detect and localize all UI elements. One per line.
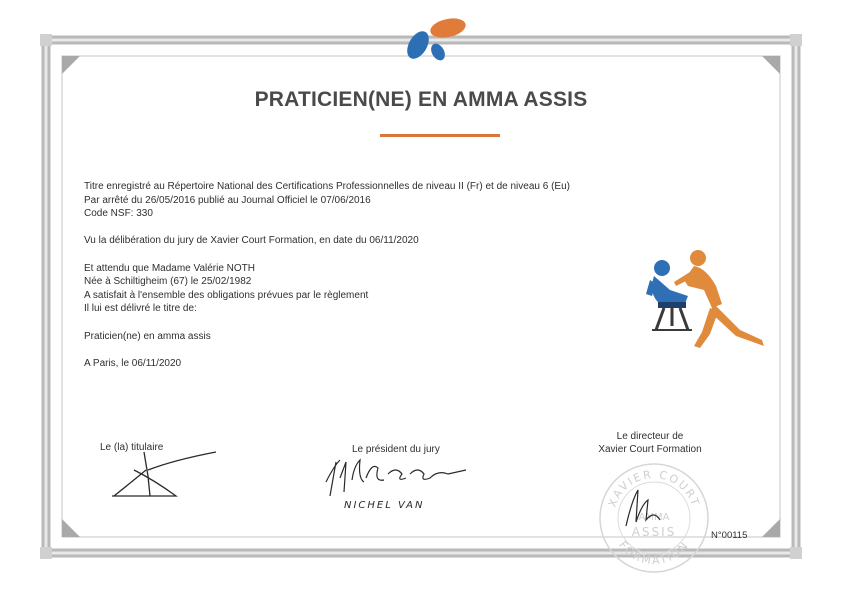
nsf-code: Code NSF: 330 <box>84 208 153 220</box>
birth-line: Née à Schiltigheim (67) le 25/02/1982 <box>84 276 252 288</box>
president-signature-label: Le président du jury <box>352 444 440 455</box>
svg-text:FORMATION <box>616 539 692 568</box>
brand-logo <box>396 14 472 64</box>
massage-illustration <box>644 246 774 356</box>
stamp-lower-text: ASSIS <box>631 525 677 539</box>
holder-line: Et attendu que Madame Valérie NOTH <box>84 262 256 274</box>
certificate-body <box>84 180 644 370</box>
director-stamp <box>596 460 712 576</box>
holder-signature-label: Le (la) titulaire <box>100 442 164 453</box>
certificate-title: PRATICIEN(NE) EN AMMA ASSIS <box>254 88 588 111</box>
director-label-line1: Le directeur de <box>616 431 684 442</box>
jury-line: Vu la délibération du jury de Xavier Court Formation, en date du 06/11/2020 <box>84 235 419 247</box>
svg-text:XAVIER COURT <box>606 468 703 509</box>
president-signature <box>320 452 480 514</box>
stamp-middle-text: AMMA <box>638 512 670 523</box>
stamp-top-text: XAVIER COURT <box>605 467 703 509</box>
title-underline <box>380 134 500 137</box>
holder-signature <box>104 450 224 506</box>
president-handwritten-name: NICHEL VAN <box>344 500 425 511</box>
decree-line: Par arrêté du 26/05/2016 publié au Journal Officiel le 07/06/2016 <box>84 194 371 206</box>
director-label-line2: Xavier Court Formation <box>598 444 702 455</box>
director-signature-label <box>580 430 720 456</box>
awarded-title: Praticien(ne) en amma assis <box>84 330 211 342</box>
registration-line: Titre enregistré au Répertoire National des Certifications Professionnelles de niveau II (Fr) et de niveau 6 (Eu) <box>84 181 570 192</box>
stamp-bottom-text: FORMATION <box>616 538 692 568</box>
obligations-line: A satisfait à l'ensemble des obligations prévues par le règlement <box>84 289 369 301</box>
serial-number: N°00115 <box>711 530 748 541</box>
delivered-line: Il lui est délivré le titre de: <box>84 303 197 315</box>
place-date: A Paris, le 06/11/2020 <box>84 357 182 369</box>
